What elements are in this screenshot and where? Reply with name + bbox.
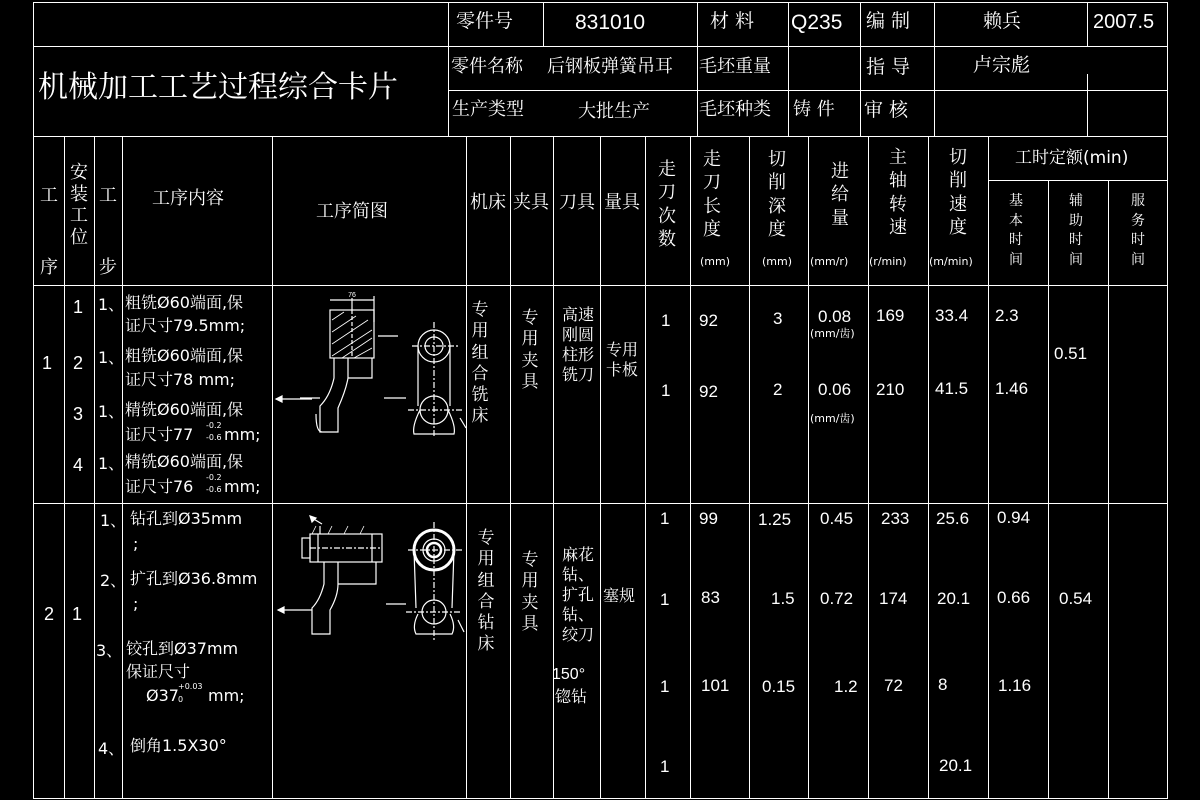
col-depth: 切削深度 bbox=[768, 149, 786, 241]
process2-no: 2 bbox=[44, 604, 55, 624]
process2-machine: 专用组合钻床 bbox=[477, 528, 495, 655]
col-cut-speed-unit: (m/min) bbox=[929, 255, 973, 268]
col-feed: 进给量 bbox=[831, 161, 849, 229]
process1-position-4: 4 bbox=[73, 455, 84, 475]
col-step: 工步 bbox=[99, 185, 117, 278]
production-type-label: 生产类型 bbox=[452, 99, 524, 120]
material-label: 材 料 bbox=[710, 10, 755, 32]
process1-fixture: 专用夹具 bbox=[521, 308, 539, 392]
col-tool: 刀具 bbox=[559, 192, 595, 213]
process1-position-2: 2 bbox=[73, 353, 84, 373]
col-speed-unit: (r/min) bbox=[869, 255, 907, 268]
process1-gauge: 专用卡板 bbox=[605, 340, 638, 379]
col-fixture: 夹具 bbox=[513, 192, 549, 213]
col-basic-time: 基本时间 bbox=[1009, 193, 1023, 268]
part-no-label: 零件号 bbox=[456, 10, 514, 32]
guide-label: 指 导 bbox=[866, 56, 911, 78]
production-type-value: 大批生产 bbox=[578, 101, 650, 122]
guide-value: 卢宗彪 bbox=[973, 54, 1031, 76]
blank-type-label: 毛坯种类 bbox=[699, 99, 771, 120]
col-feed-unit: (mm/r) bbox=[810, 255, 849, 268]
compiler-value: 赖兵 bbox=[983, 10, 1022, 32]
process2-position: 1 bbox=[72, 604, 83, 624]
process2-fixture: 专用夹具 bbox=[521, 550, 539, 634]
col-machine: 机床 bbox=[470, 192, 506, 213]
col-gauge: 量具 bbox=[604, 192, 640, 213]
col-speed: 主轴转速 bbox=[889, 147, 907, 239]
process2-tool-extra: 150° bbox=[552, 666, 586, 683]
col-cut-speed: 切削速度 bbox=[949, 147, 967, 239]
process1-no: 1 bbox=[42, 353, 53, 373]
process1-position-1: 1 bbox=[73, 297, 84, 317]
col-length: 走刀长度 bbox=[703, 149, 721, 241]
process2-gauge: 塞规 bbox=[603, 586, 636, 605]
process2-sketch bbox=[272, 504, 466, 654]
year-value: 2007.5 bbox=[1093, 11, 1155, 33]
col-install: 安装工位 bbox=[70, 162, 88, 248]
part-no-value: 831010 bbox=[575, 11, 646, 34]
col-aux-time: 辅助时间 bbox=[1069, 193, 1083, 268]
col-passes: 走刀次数 bbox=[658, 159, 676, 251]
process1-position-3: 3 bbox=[73, 404, 84, 424]
col-depth-unit: (mm) bbox=[762, 255, 793, 268]
process1-machine: 专用组合铣床 bbox=[471, 300, 489, 427]
col-length-unit: (mm) bbox=[700, 255, 731, 268]
col-sketch: 工序简图 bbox=[316, 201, 388, 222]
process1-sketch-dim: 76 bbox=[348, 292, 356, 299]
process2-aux-time: 0.54 bbox=[1059, 589, 1093, 608]
process1-tool: 高速刚圆柱形铣刀 bbox=[561, 305, 594, 384]
part-name-label: 零件名称 bbox=[451, 56, 523, 77]
blank-type-value: 铸 件 bbox=[793, 99, 835, 120]
compiler-label: 编 制 bbox=[866, 10, 911, 32]
review-label: 审 核 bbox=[864, 99, 909, 121]
part-name-value: 后钢板弹簧吊耳 bbox=[547, 56, 673, 77]
material-value: Q235 bbox=[791, 11, 843, 34]
col-process-no: 工序 bbox=[40, 185, 58, 278]
card-title: 机械加工工艺过程综合卡片 bbox=[38, 70, 398, 105]
process2-tool-extra2: 锪钻 bbox=[555, 687, 588, 706]
process1-aux-time: 0.51 bbox=[1054, 344, 1088, 363]
process-card: 机械加工工艺过程综合卡片 零件号 831010 材 料 Q235 编 制 赖兵 2007.5 零件名称 后钢板弹簧吊耳 毛坯重量 指 导 卢宗彪 生产类型 大批生产 毛坯种类 铸 件 审 核 工序 安装工位 工步 工序内容 工序简图 机床 夹具 刀具 量具 走刀次数 走刀长度 (mm) 切削深度 (mm) 进给量 (mm/r) 主轴转速 (r/min) 切削速度 (m/min) 工时定额(min) 基本时间 辅助时间 服务时间 1 1 2 3 4 1、 粗铣Ø60端面,保 证尺寸79.5mm; 1、 粗铣Ø60端面,保 证尺寸78 mm; 1、 精铣Ø60端面,保 证尺寸77 -0.2 -0.6 mm; 1、 精铣Ø60端面,保 证尺寸76 -0.2 -0.6 mm; 76 专用组合铣床 专用夹具 高速刚圆柱形铣刀 专用卡板 1 92 3 0.08 (mm/齿) 169 33.4 2.3 1 92 2 0.06 (mm/齿) 210 41.5 1.46 0.51 2 1 1、 钻孔到Ø35mm ; 2、 扩孔到Ø36.8mm ; 3、 铰孔到Ø37mm 保证尺寸 Ø37 +0.03 0 mm; 4、 倒角1.5X30° 专用组合钻床 专用夹具 麻花钻、扩孔钻、绞刀 150° 锪钻 塞规 1 99 1.25 0.45 233 25.6 0.94 1 83 1.5 0.72 174 20.1 0.66 1 101 0.15 1.2 72 8 1.16 1 20.1 0.54 bbox=[0, 0, 1200, 800]
col-service-time: 服务时间 bbox=[1131, 193, 1145, 268]
process2-tool: 麻花钻、扩孔钻、绞刀 bbox=[561, 545, 594, 644]
col-time-quota: 工时定额(min) bbox=[1015, 148, 1129, 168]
process1-sketch bbox=[272, 286, 466, 502]
col-content: 工序内容 bbox=[152, 188, 224, 209]
blank-weight-label: 毛坯重量 bbox=[699, 56, 771, 77]
